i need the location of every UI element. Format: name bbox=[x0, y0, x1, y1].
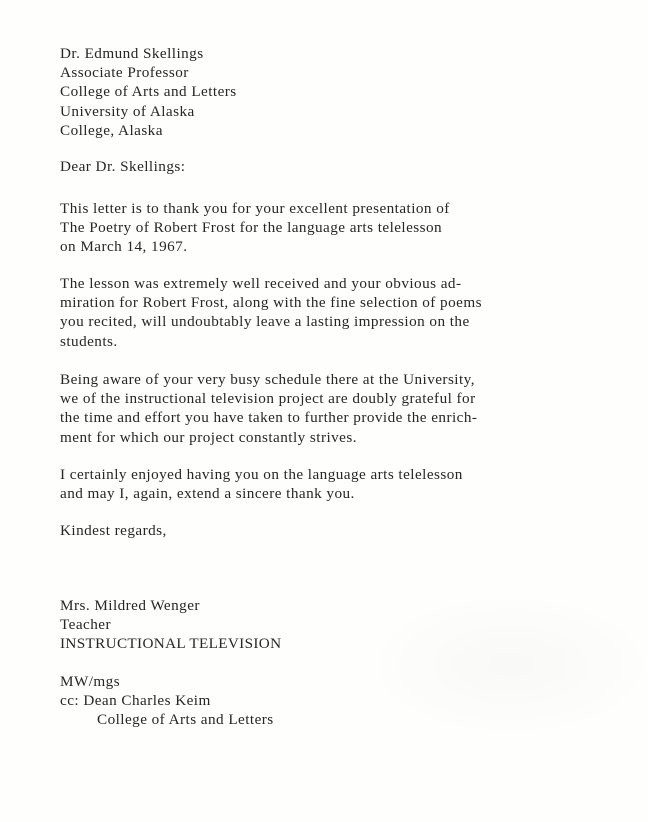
body-paragraph-2 bbox=[60, 274, 482, 351]
signer-title: Teacher bbox=[60, 616, 111, 634]
closing-text: Kindest regards, bbox=[60, 522, 167, 539]
cc-name: Dean Charles Keim bbox=[83, 692, 211, 709]
signature-block bbox=[60, 596, 281, 654]
paragraph-line: This letter is to thank you for your excellent presentation of bbox=[60, 200, 450, 217]
signer-name: Mrs. Mildred Wenger bbox=[60, 597, 200, 614]
initials-text: MW/mgs bbox=[60, 673, 121, 690]
paragraph-line: the time and effort you have taken to further provide the enrich- bbox=[60, 409, 478, 427]
body-paragraph-1 bbox=[60, 199, 450, 257]
recipient-institution: University of Alaska bbox=[60, 102, 195, 120]
paragraph-line: on March 14, 1967. bbox=[60, 238, 188, 256]
cc-block bbox=[60, 691, 274, 729]
recipient-address bbox=[60, 44, 237, 140]
recipient-name: Dr. Edmund Skellings bbox=[60, 45, 204, 62]
cc-label: cc: bbox=[60, 692, 80, 709]
cc-line bbox=[60, 691, 274, 710]
paragraph-line: The Poetry of Robert Frost for the language arts telelesson bbox=[60, 219, 443, 237]
signer-department: INSTRUCTIONAL TELEVISION bbox=[60, 635, 282, 653]
reference-initials bbox=[60, 672, 120, 691]
paragraph-line: miration for Robert Frost, along with the fine selection of poems bbox=[60, 294, 482, 312]
recipient-title: Associate Professor bbox=[60, 64, 189, 82]
paragraph-line: you recited, will undoubtably leave a lasting impression on the bbox=[60, 313, 470, 331]
paragraph-line: The lesson was extremely well received and your obvious ad- bbox=[60, 275, 462, 292]
paragraph-line: Being aware of your very busy schedule there at the University, bbox=[60, 371, 475, 388]
paragraph-line: ment for which our project constantly strives. bbox=[60, 428, 357, 446]
salutation bbox=[60, 157, 185, 176]
paragraph-line: we of the instructional television project are doubly grateful for bbox=[60, 390, 476, 408]
paragraph-line: students. bbox=[60, 332, 118, 350]
paragraph-line: I certainly enjoyed having you on the language arts telelesson bbox=[60, 466, 463, 483]
salutation-text: Dear Dr. Skellings: bbox=[60, 158, 186, 175]
closing bbox=[60, 521, 167, 540]
body-paragraph-4 bbox=[60, 465, 463, 503]
recipient-department: College of Arts and Letters bbox=[60, 83, 237, 101]
recipient-location: College, Alaska bbox=[60, 121, 163, 139]
paper-smudge bbox=[360, 590, 648, 740]
paragraph-line: and may I, again, extend a sincere thank you. bbox=[60, 485, 355, 503]
cc-department: College of Arts and Letters bbox=[97, 711, 274, 729]
body-paragraph-3 bbox=[60, 370, 477, 447]
